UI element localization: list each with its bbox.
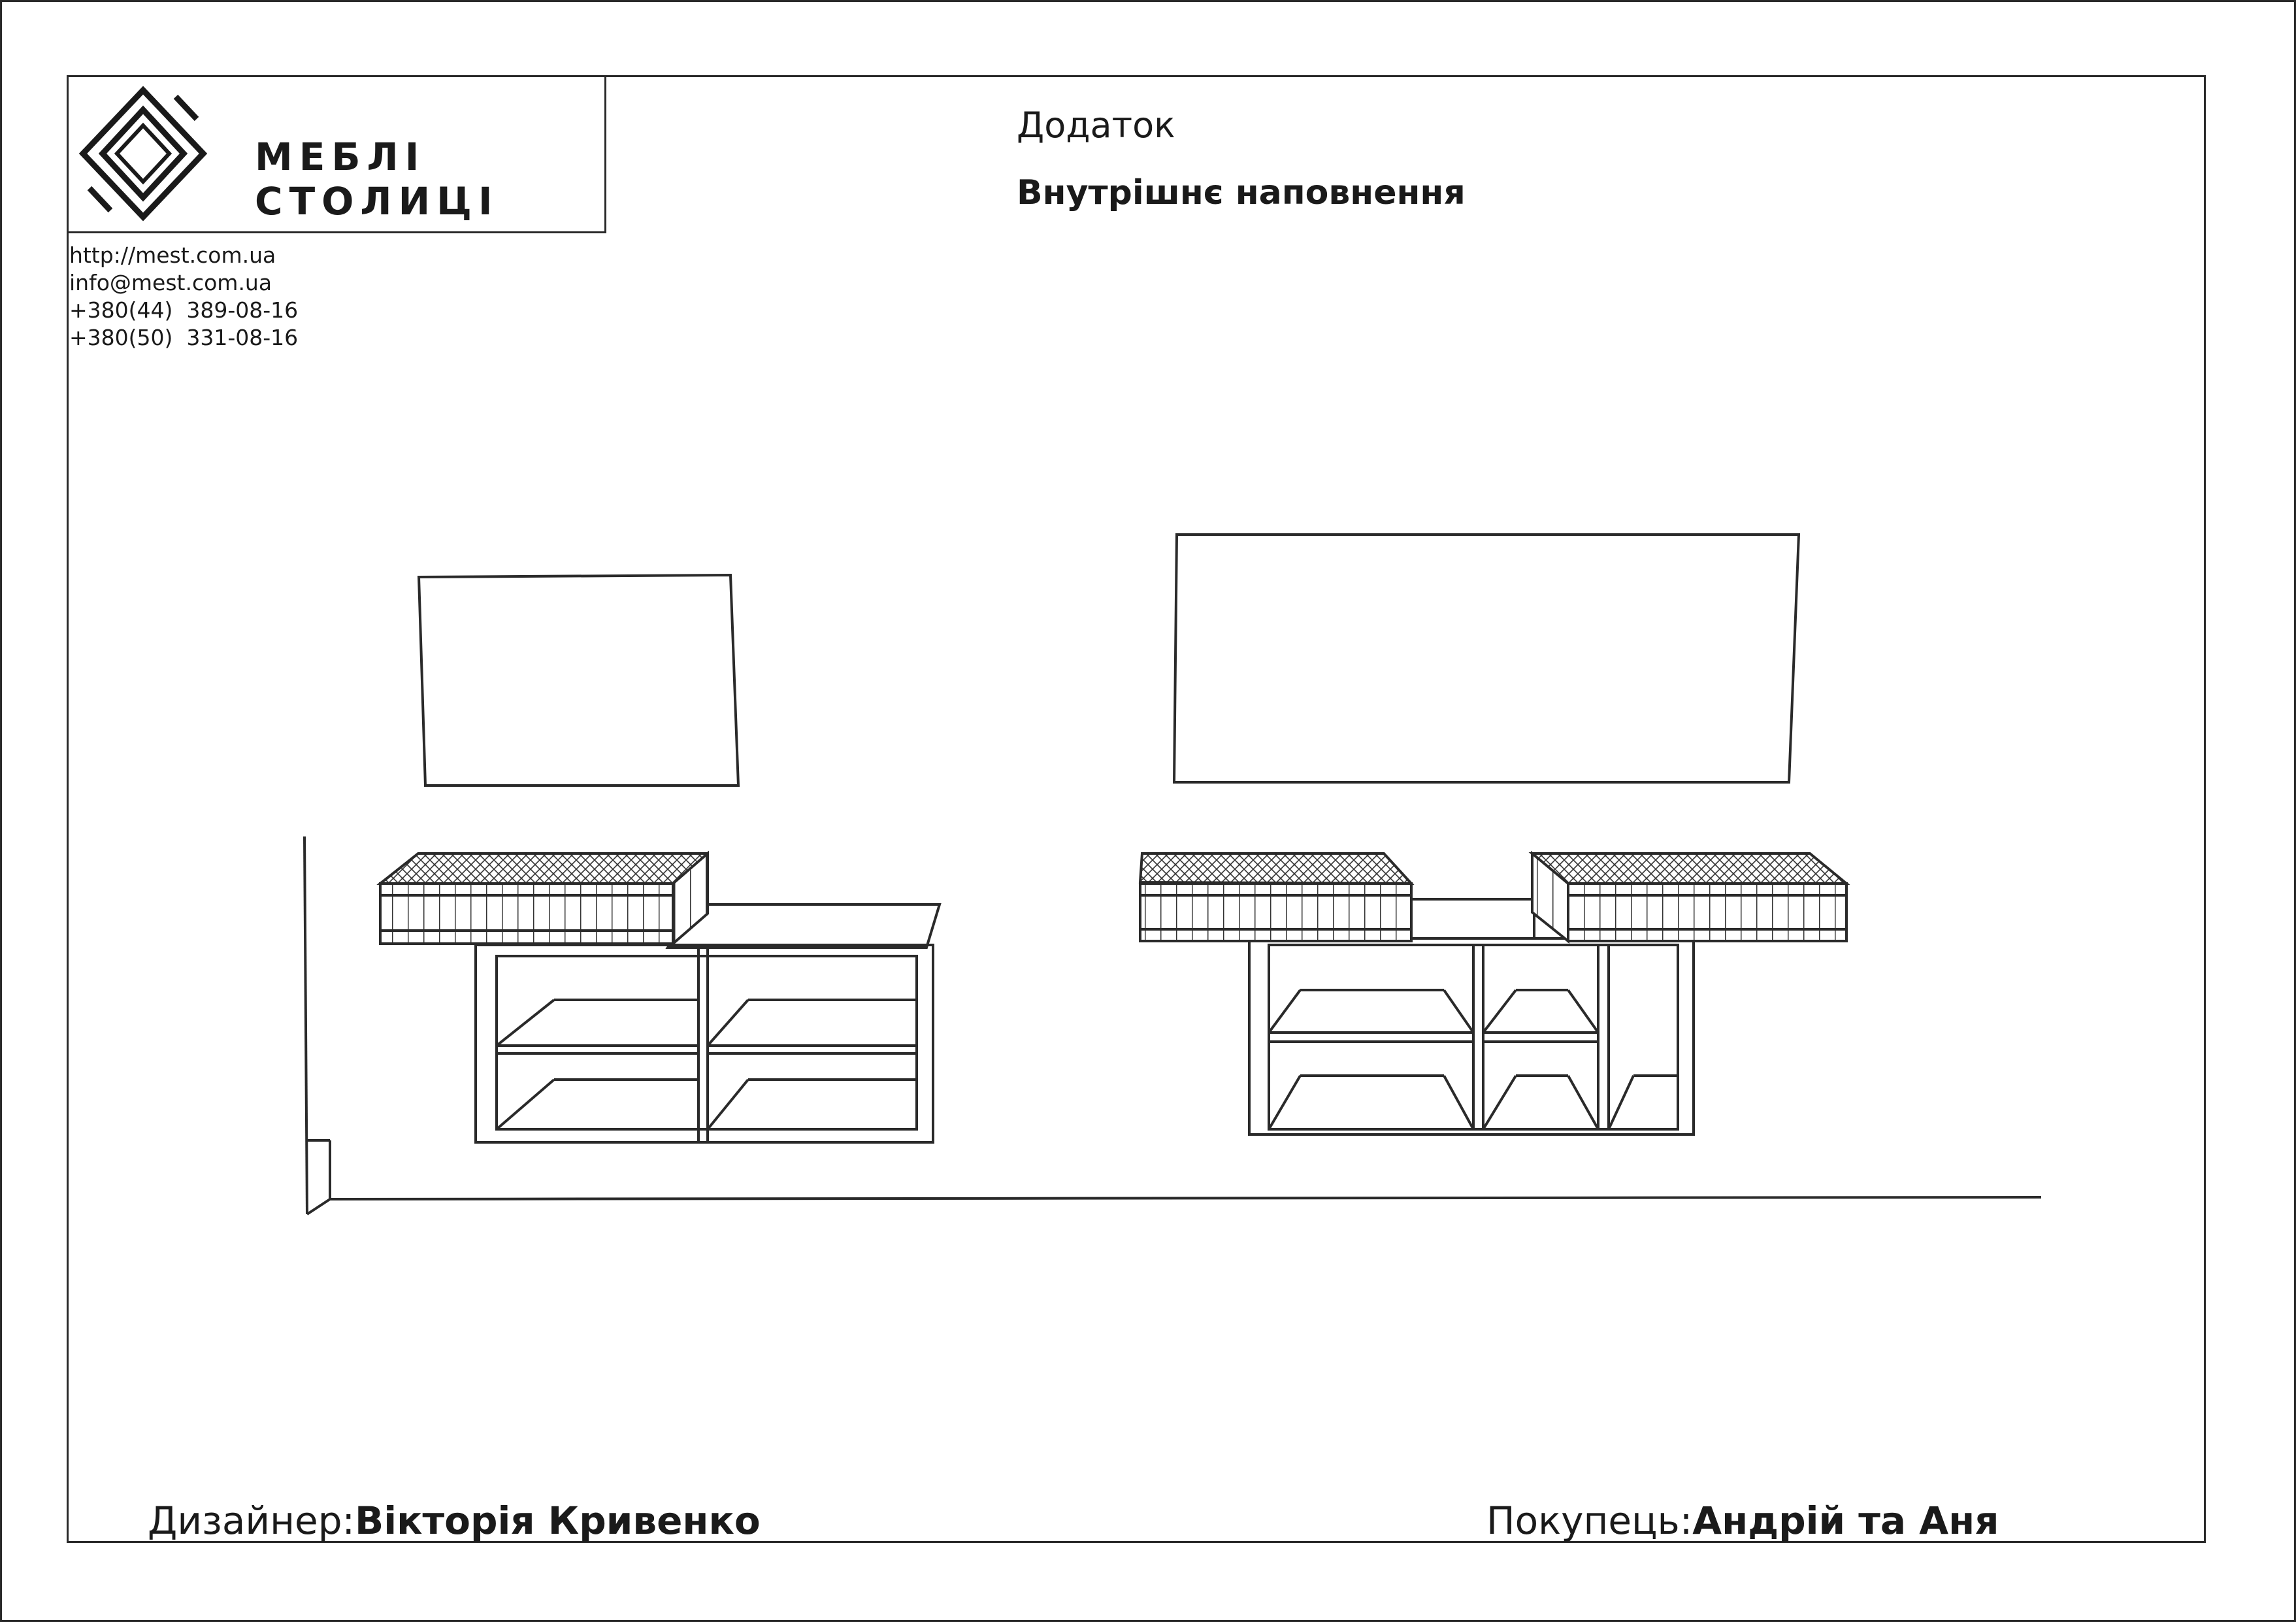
email-link[interactable]: info@mest.com.ua — [69, 270, 272, 295]
customer-label: Покупець: — [1486, 1498, 1693, 1543]
designer-label: Дизайнер: — [148, 1498, 355, 1543]
left-mirror — [419, 575, 738, 786]
logo-text: МЕБЛІ СТОЛИЦІ — [255, 135, 499, 223]
phone-2: +380(50) 331-08-16 — [69, 325, 299, 350]
designer-name: Вікторія Кривенко — [355, 1498, 761, 1543]
phone-1: +380(44) 389-08-16 — [69, 297, 299, 323]
designer-credit — [148, 1498, 761, 1543]
left-basin — [380, 853, 708, 944]
customer-name: Андрій та Аня — [1692, 1498, 1999, 1543]
document-title: Внутрішнє наповнення — [1017, 173, 1466, 212]
right-basin-right — [1532, 853, 1846, 941]
right-mirror — [1174, 535, 1799, 782]
document-subtitle: Додаток — [1017, 105, 1175, 146]
website-link[interactable]: http://mest.com.ua — [69, 242, 276, 268]
customer-credit — [1486, 1498, 1999, 1543]
right-basin-left — [1140, 853, 1411, 941]
